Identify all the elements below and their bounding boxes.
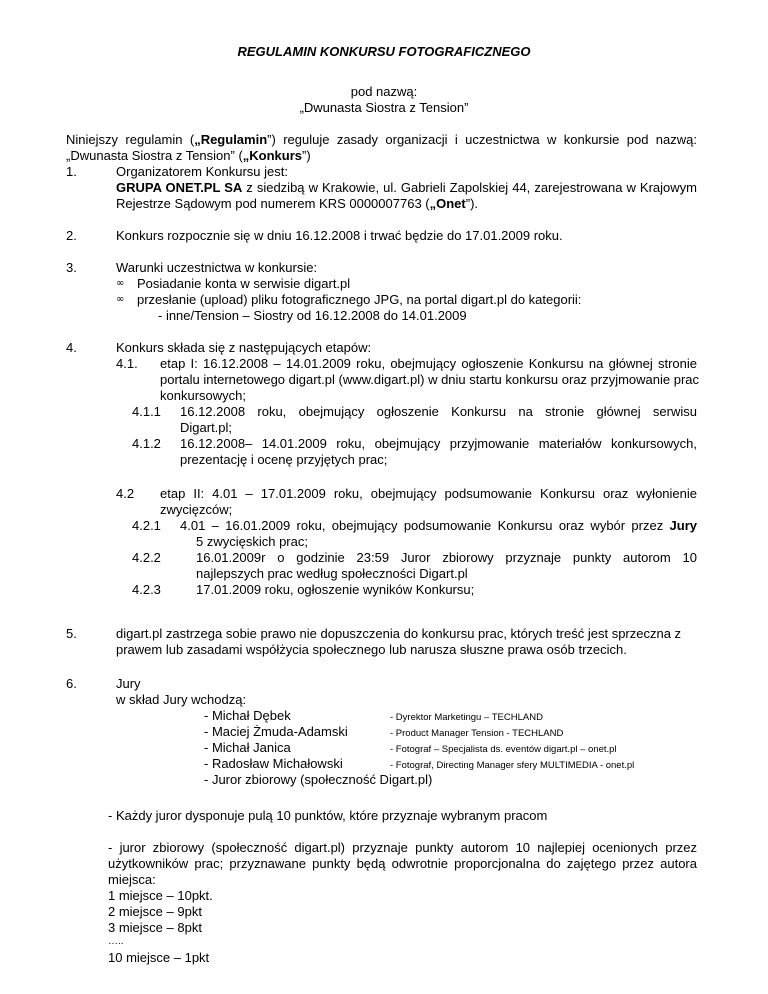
section-6-line-1: Jury: [116, 676, 141, 691]
jury-member-role: - Dyrektor Marketingu – TECHLAND: [390, 712, 543, 723]
section-2-text: Konkurs rozpocznie się w dniu 16.12.2008 i trwać będzie do 17.01.2009 roku.: [116, 228, 563, 243]
section-3-category: - inne/Tension – Siostry od 16.12.2008 do 14.01.2009: [158, 308, 467, 323]
section-2-number: 2.: [66, 228, 77, 243]
stage-4-1-1-number: 4.1.1: [132, 404, 161, 419]
stage-4-2-2-number: 4.2.2: [132, 550, 161, 565]
ranking-item: 2 miejsce – 9pkt: [108, 904, 202, 919]
section-3-item-1: Posiadanie konta w serwisie digart.pl: [137, 276, 351, 291]
document-title: REGULAMIN KONKURSU FOTOGRAFICZNEGO: [237, 44, 531, 59]
intro-line-2: „Dwunasta Siostra z Tension” („Konkurs”): [66, 148, 311, 163]
section-5-line-1: digart.pl zastrzega sobie prawo nie dopuszczenia do konkursu prac, których treść jest sprzeczna z: [116, 626, 682, 641]
stage-4-1-2-line-2: prezentację i ocenę przyjętych prac;: [180, 452, 388, 467]
stage-4-2-3-line: 17.01.2009 roku, ogłoszenie wyników Konkursu;: [196, 582, 475, 597]
collective-juror-line-1: - juror zbiorowy (społeczność digart.pl) przyznaje punkty autorom 10 najlepiej ocenionych przez: [108, 840, 697, 855]
ranking-item: 3 miejsce – 8pkt: [108, 920, 202, 935]
section-5-line-2: prawem lub zasadami współżycia społecznego lub narusza słuszne prawa osób trzecich.: [116, 642, 627, 657]
stage-4-2-line-1: etap II: 4.01 – 17.01.2009 roku, obejmujący podsumowanie Konkursu oraz wyłonienie: [160, 486, 697, 501]
stage-4-2-number: 4.2: [116, 486, 135, 501]
jury-member-name: - Michał Janica: [204, 740, 291, 755]
section-3-text: Warunki uczestnictwa w konkursie:: [116, 260, 318, 275]
jury-member-role: - Product Manager Tension - TECHLAND: [390, 728, 564, 739]
ranking-item: 10 miejsce – 1pkt: [108, 950, 210, 965]
stage-4-1-number: 4.1.: [116, 356, 138, 371]
stage-4-1-line-2: portalu internetowego digart.pl (www.digart.pl) w dniu startu konkursu oraz przyjmowanie prac: [160, 372, 700, 387]
contest-name: „Dwunasta Siostra z Tension”: [299, 100, 469, 115]
stage-4-1-1-line-1: 16.12.2008 roku, obejmujący ogłoszenie Konkursu na stronie głównej serwisu: [180, 404, 697, 419]
ranking-ellipsis: …..: [108, 936, 124, 947]
section-4-text: Konkurs składa się z następujących etapów:: [116, 340, 372, 355]
stage-4-1-line-1: etap I: 16.12.2008 – 14.01.2009 roku, obejmujący ogłoszenie Konkursu na głównej stronie: [160, 356, 697, 371]
section-1-organizer: GRUPA ONET.PL SA z siedzibą w Krakowie, ul. Gabrieli Zapolskiej 44, zarejestrowana w Krajowym: [116, 180, 697, 195]
section-6-number: 6.: [66, 676, 77, 691]
collective-juror-line-2: użytkowników prac; przyznawane punkty będą odwrotnie proporcjonalna do zajętego przez autora: [108, 856, 697, 871]
bullet-icon: ∞: [116, 278, 125, 289]
section-6-line-2: w skład Jury wchodzą:: [116, 692, 247, 707]
section-1-krs: Rejestrze Sądowym pod numerem KRS 0000007763 („Onet”).: [116, 196, 479, 211]
jury-member-name: - Maciej Żmuda-Adamski: [204, 724, 348, 739]
section-4-number: 4.: [66, 340, 77, 355]
stage-4-1-2-number: 4.1.2: [132, 436, 161, 451]
points-rule: - Każdy juror dysponuje pulą 10 punktów, które przyznaje wybranym pracom: [108, 808, 548, 823]
jury-member-role: - Fotograf, Directing Manager sfery MULTIMEDIA - onet.pl: [390, 760, 635, 771]
stage-4-2-1-line-1: 4.01 – 16.01.2009 roku, obejmujący podsumowanie Konkursu oraz wybór przez Jury: [180, 518, 697, 533]
stage-4-2-3-number: 4.2.3: [132, 582, 161, 597]
stage-4-2-line-2: zwycięzców;: [160, 502, 233, 517]
section-3-item-2: przesłanie (upload) pliku fotograficznego JPG, na portal digart.pl do kategorii:: [137, 292, 582, 307]
stage-4-1-2-line-1: 16.12.2008– 14.01.2009 roku, obejmujący przyjmowanie materiałów konkursowych,: [180, 436, 697, 451]
stage-4-1-1-line-2: Digart.pl;: [180, 420, 233, 435]
ranking-item: 1 miejsce – 10pkt.: [108, 888, 213, 903]
stage-4-2-2-line-2: najlepszych prac według społeczności Digart.pl: [196, 566, 468, 581]
section-1-number: 1.: [66, 164, 77, 179]
jury-member-name: - Michał Dębek: [204, 708, 291, 723]
jury-member-name: - Radosław Michałowski: [204, 756, 343, 771]
bullet-icon: ∞: [116, 294, 125, 305]
intro-line-1: Niniejszy regulamin („Regulamin”) reguluje zasady organizacji i uczestnictwa w konkursie pod nazwą:: [66, 132, 698, 147]
collective-juror-line-3: miejsca:: [108, 872, 156, 887]
stage-4-2-1-number: 4.2.1: [132, 518, 161, 533]
jury-member-role: - Fotograf – Specjalista ds. eventów digart.pl – onet.pl: [390, 744, 617, 755]
stage-4-2-1-line-2: 5 zwycięskich prac;: [196, 534, 308, 549]
subtitle: pod nazwą:: [350, 84, 418, 99]
section-1-text: Organizatorem Konkursu jest:: [116, 164, 288, 179]
jury-member-name: - Juror zbiorowy (społeczność Digart.pl): [204, 772, 433, 787]
stage-4-2-2-line-1: 16.01.2009r o godzinie 23:59 Juror zbiorowy przyznaje punkty autorom 10: [196, 550, 697, 565]
stage-4-1-line-3: konkursowych;: [160, 388, 246, 403]
section-3-number: 3.: [66, 260, 77, 275]
section-5-number: 5.: [66, 626, 77, 641]
